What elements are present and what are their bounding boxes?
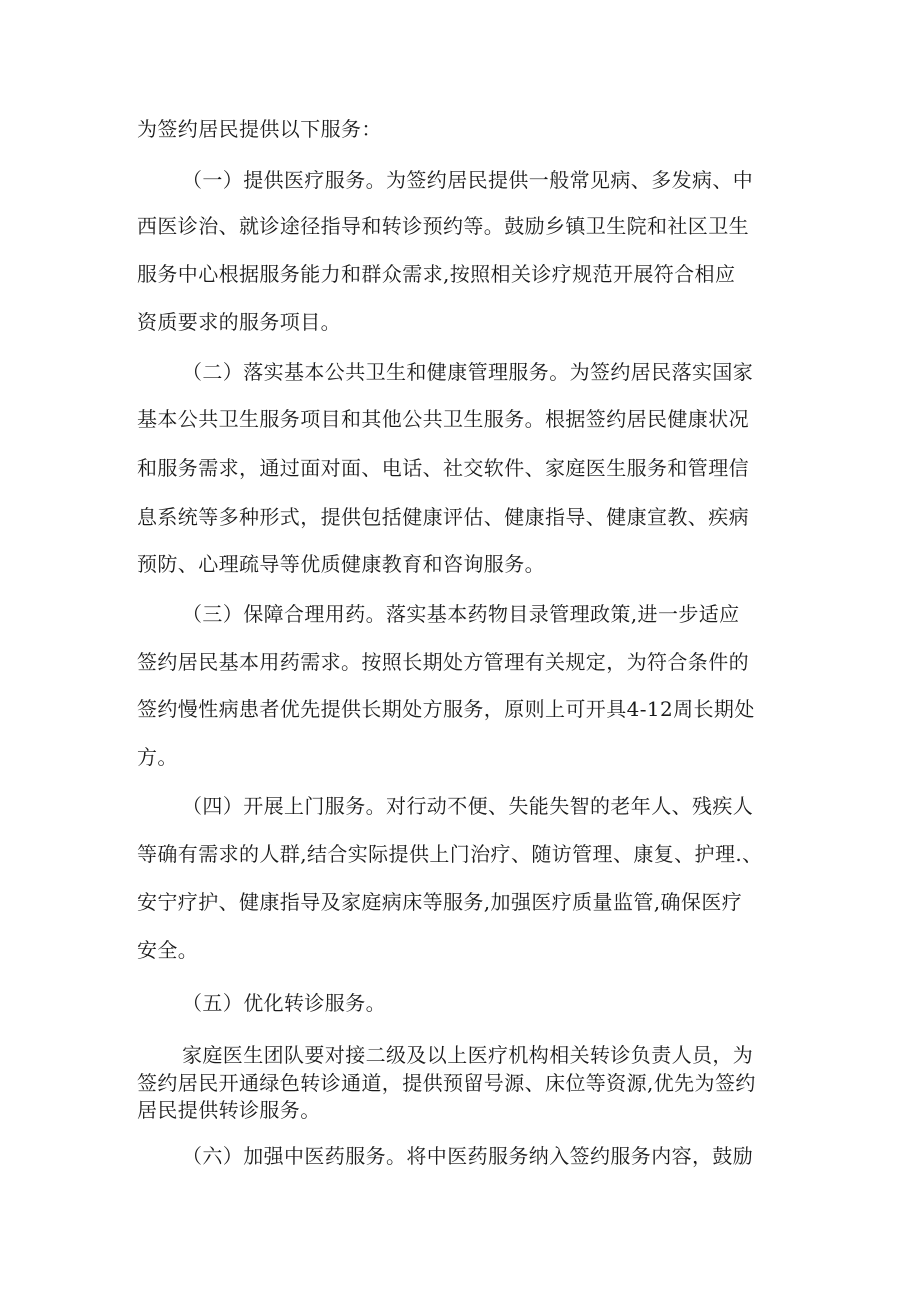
- section-1-line-2: 西医诊治、就诊途径指导和转诊预约等。鼓励乡镇卫生院和社区卫生: [137, 214, 749, 238]
- intro-line: 为签约居民提供以下服务：: [137, 117, 382, 141]
- section-6-line-2: 签约居民开通绿色转诊通道，提供预留号源、床位等资源,优先为签约: [137, 1071, 756, 1095]
- section-6-line-1: 家庭医生团队要对接二级及以上医疗机构相关转诊负责人员，为: [182, 1043, 754, 1067]
- section-2-line-4: 息系统等多种形式，提供包括健康评估、健康指导、健康宣教、疾病: [137, 505, 749, 529]
- section-3-line-1: （三）保障合理用药。落实基本药物目录管理政策,进一步适应: [182, 602, 740, 626]
- section-1-line-4: 资质要求的服务项目。: [137, 310, 341, 334]
- section-3-line-3: 签约慢性病患者优先提供长期处方服务，原则上可开具4-12周长期处: [137, 697, 755, 721]
- section-4-line-3: 安宁疗护、健康指导及家庭病床等服务,加强医疗质量监管,确保医疗: [137, 890, 743, 914]
- section-2-line-2: 基本公共卫生服务项目和其他公共卫生服务。根据签约居民健康状况: [137, 407, 749, 431]
- section-4-line-2: 等确有需求的人群,结合实际提供上门治疗、随访管理、康复、护理.、: [137, 842, 763, 866]
- section-1-line-3: 服务中心根据服务能力和群众需求,按照相关诊疗规范开展符合相应: [137, 262, 736, 286]
- section-4-line-1: （四）开展上门服务。对行动不便、失能失智的老年人、残疾人: [182, 794, 754, 818]
- section-2-line-5: 预防、心理疏导等优质健康教育和咨询服务。: [137, 552, 545, 576]
- section-5-line-1: （五）优化转诊服务。: [182, 991, 386, 1015]
- section-2-line-3: 和服务需求，通过面对面、电话、社交软件、家庭医生服务和管理信: [137, 456, 749, 480]
- section-1-line-1: （一）提供医疗服务。为签约居民提供一般常见病、多发病、中: [182, 168, 754, 192]
- section-7-line-1: （六）加强中医药服务。将中医药服务纳入签约服务内容，鼓励: [182, 1144, 754, 1168]
- section-6-line-3: 居民提供转诊服务。: [137, 1098, 321, 1122]
- section-3-line-4: 方。: [137, 745, 178, 769]
- section-4-line-4: 安全。: [137, 938, 199, 962]
- section-2-line-1: （二）落实基本公共卫生和健康管理服务。为签约居民落实国家: [182, 360, 754, 384]
- section-3-line-2: 签约居民基本用药需求。按照长期处方管理有关规定，为符合条件的: [137, 650, 749, 674]
